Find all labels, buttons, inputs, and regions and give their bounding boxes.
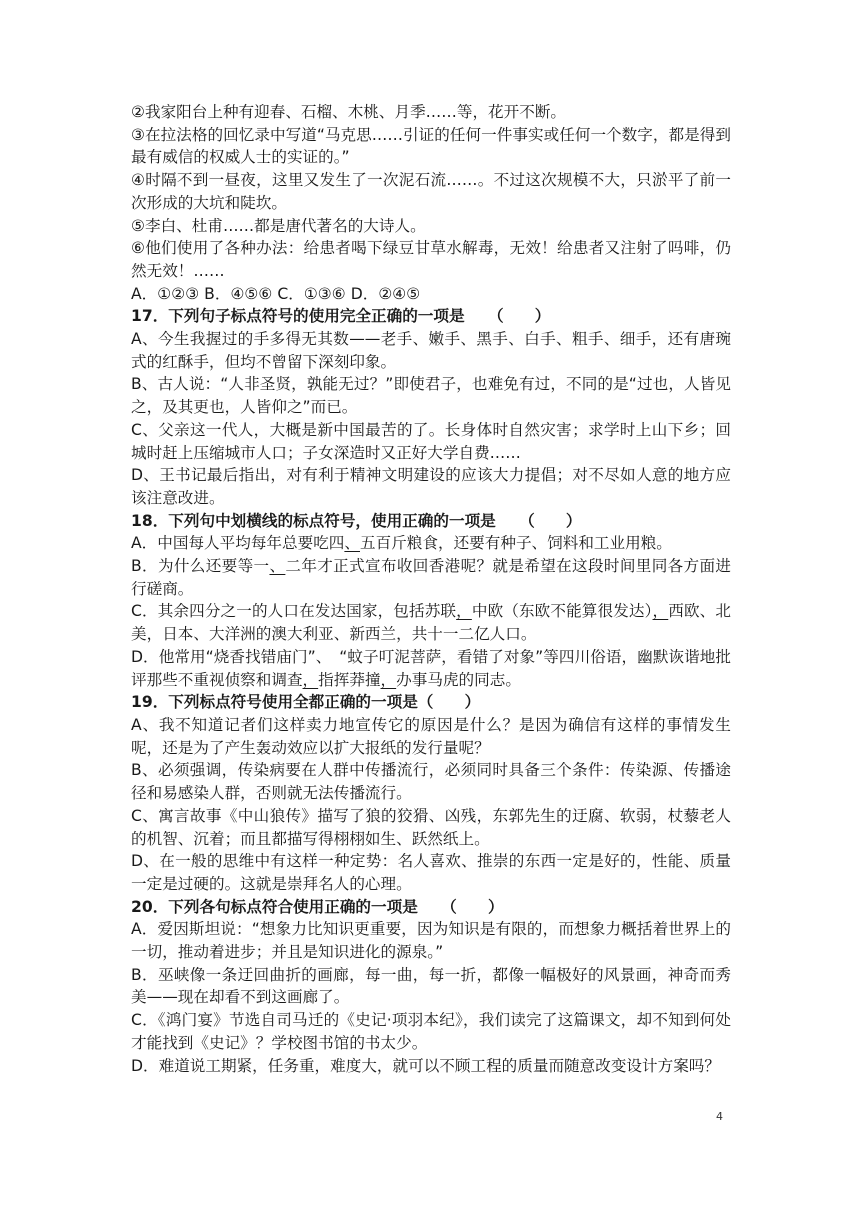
- line-item-6: ⑥他们使用了各种办法：给患者喝下绿豆甘草水解毒，无效！给患者又注射了吗啡，仍然无效！……: [131, 239, 731, 280]
- q20-option-a: A．爱因斯坦说：“想象力比知识更重要，因为知识是有限的，而想象力概括着世界上的一切，推动着进步；并且是知识进化的源泉。”: [131, 920, 731, 962]
- q20-stem: 20．下列各句标点符合使用正确的一项是 （ ）: [131, 897, 504, 916]
- q17-option-b: B、古人说：“人非圣贤，孰能无过？”即使君子，也难免有过，不同的是“过也，人皆见之，及其更也，人皆仰之”而已。: [131, 375, 731, 417]
- q18-option-c: C．其余四分之一的人口在发达国家，包括苏联，中欧（东欧不能算很发达），西欧、北美，日本、大洋洲的澳大利亚、新西兰，共十一二亿人口。: [131, 602, 731, 644]
- q19-stem: 19．下列标点符号使用全都正确的一项是（ ）: [131, 693, 481, 712]
- q18-stem: 18．下列句中划横线的标点符号，使用正确的一项是 （ ）: [131, 511, 582, 530]
- q17-option-a: A、今生我握过的手多得无其数——老手、嫩手、黑手、白手、粗手、细手，还有唐琬式的红酥手，但均不曾留下深刻印象。: [131, 330, 731, 371]
- q19-option-a: A、我不知道记者们这样卖力地宣传它的原因是什么？是因为确信有这样的事情发生呢，还是为了产生轰动效应以扩大报纸的发行量呢？: [131, 715, 731, 757]
- q17-option-c: C、父亲这一代人，大概是新中国最苦的了。长身体时自然灾害；求学时上山下乡；回城时赶上压缩城市人口；子女深造时又正好大学自费……: [131, 420, 731, 462]
- q16-choices: A．①②③ B．④⑤⑥ C．①③⑥ D．②④⑤: [131, 284, 421, 303]
- line-item-3: ③在拉法格的回忆录中写道“马克思……引证的任何一件事实或任何一个数字，都是得到最有威信的权威人士的实证的。”: [131, 125, 731, 167]
- q18-option-b: B．为什么还要等一、二年才正式宣布收回香港呢？就是希望在这段时间里同各方面进行磋商。: [131, 557, 731, 598]
- underlined-mark: ，: [652, 602, 669, 621]
- underlined-mark: ，: [380, 670, 397, 689]
- line-item-2: ②我家阳台上种有迎春、石榴、木桃、月季……等，花开不断。: [131, 103, 567, 121]
- q17-stem: 17．下列句子标点符号的使用完全正确的一项是 （ ）: [131, 307, 551, 326]
- underlined-mark: ，: [302, 670, 319, 689]
- q19-option-c: C、寓言故事《中山狼传》描写了狼的狡猾、凶残，东郭先生的迂腐、软弱，杖藜老人的机智、沉着；而且都描写得栩栩如生、跃然纸上。: [131, 806, 731, 848]
- q20-option-c: C．《鸿门宴》节选自司马迁的《史记·项羽本纪》，我们读完了这篇课文，却不知到何处才能找到《史记》？学校图书馆的书太少。: [131, 1011, 731, 1052]
- line-item-4: ④时隔不到一昼夜，这里又发生了一次泥石流……。不过这次规模不大，只淤平了前一次形成的大坑和陡坎。: [131, 171, 731, 212]
- q18-option-d: D．他常用“烧香找错庙门”、 “蚊子叮泥菩萨，看错了对象”等四川俗语，幽默诙谐地批评那些不重视侦察和调查，指挥莽撞，办事马虎的同志。: [131, 647, 731, 689]
- q17-option-d: D、王书记最后指出，对有利于精神文明建设的应该大力提倡；对不尽如人意的地方应该注意改进。: [131, 466, 731, 507]
- q20-option-b: B．巫峡像一条迂回曲折的画廊，每一曲，每一折，都像一幅极好的风景画，神奇而秀美——现在却看不到这画廊了。: [131, 965, 731, 1007]
- q19-option-b: B、必须强调，传染病要在人群中传播流行，必须同时具备三个条件：传染源、传播途径和易感染人群，否则就无法传播流行。: [131, 761, 731, 803]
- line-item-5: ⑤李白、杜甫……都是唐代著名的大诗人。: [131, 216, 426, 235]
- q20-option-d: D．难道说工期紧，任务重，难度大，就可以不顾工程的质量而随意改变设计方案吗？: [131, 1056, 720, 1075]
- underlined-mark: 、: [344, 534, 360, 553]
- underlined-mark: 、: [269, 557, 286, 576]
- page-number: 4: [716, 1110, 723, 1123]
- q19-option-d: D、在一般的思维中有这样一种定势：名人喜欢、推崇的东西一定是好的，性能、质量一定是过硬的。这就是崇拜名人的心理。: [131, 852, 731, 893]
- document-body: [131, 101, 731, 1077]
- q18-option-a: A．中国每人平均每年总要吃四、五百斤粮食，还要有种子、饲料和工业用粮。: [131, 534, 672, 553]
- underlined-mark: ，: [456, 602, 472, 621]
